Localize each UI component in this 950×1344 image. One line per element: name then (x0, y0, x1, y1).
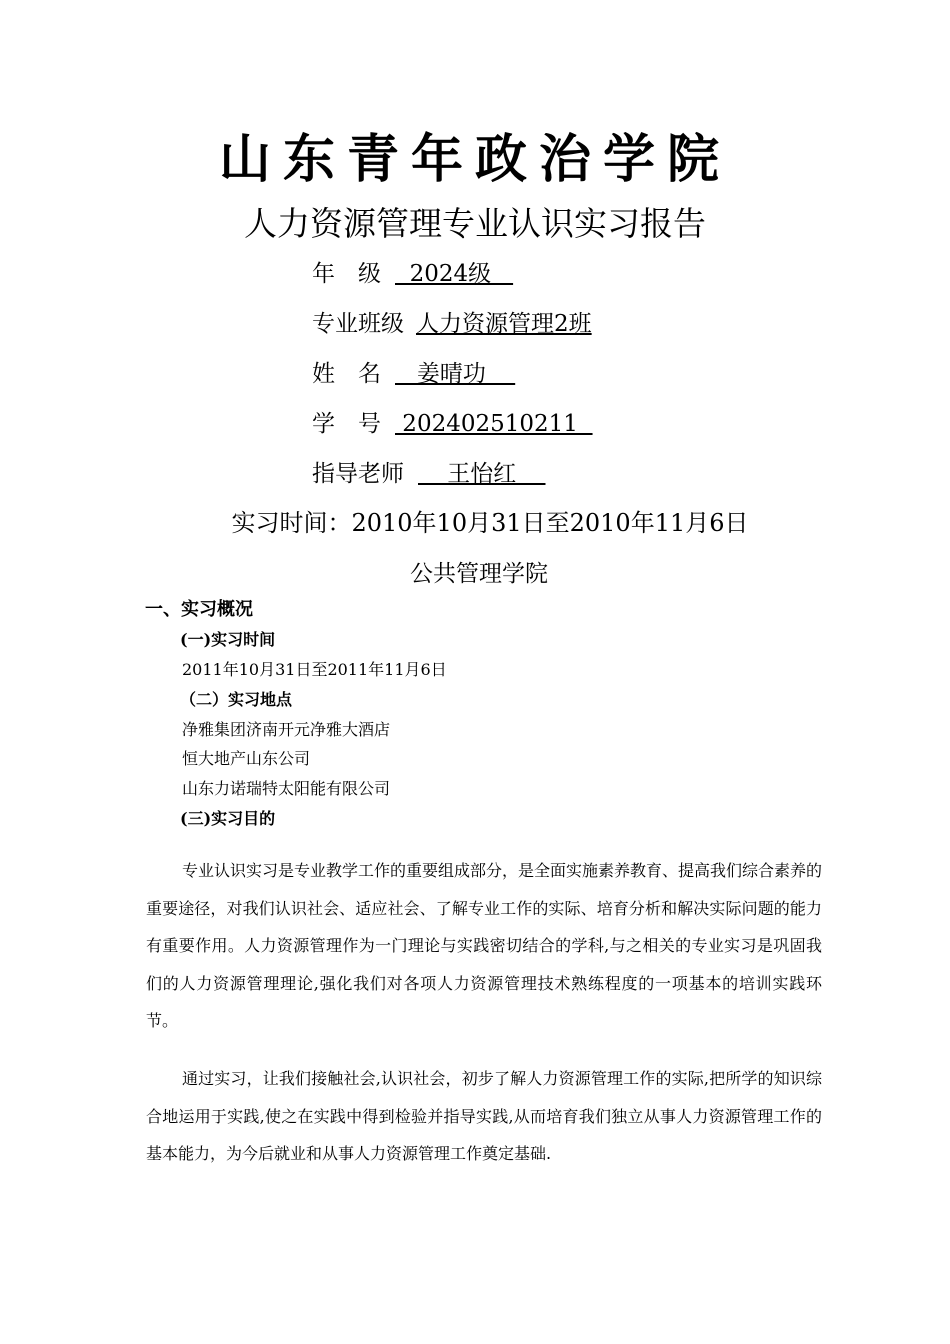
section-heading: 一、实习概况 (145, 599, 253, 620)
purpose-paragraph: 专业认识实习是专业教学工作的重要组成部分，是全面实施素养教育、提高我们综合素养的重要途径，对我们认识社会、适应社会、了解专业工作的实际、培育分析和解决实际问题的能力有重要作用。人力资源管理作为一门理论与实践密切结合的学科,与之相关的专业实习是巩固我们的人力资源管理理论,强化我们对各项人力资源管理技术熟练程度的一项基本的培训实践环节。 (146, 861, 823, 1030)
purpose-paragraph: 通过实习，让我们接触社会,认识社会，初步了解人力资源管理工作的实际,把所学的知识综合地运用于实践,使之在实践中得到检验并指导实践,从而培育我们独立从事人力资源管理工作的基本能力，为今后就业和从事人力资源管理工作奠定基础. (146, 1069, 822, 1163)
cover-field-class (312, 308, 592, 340)
location-item: 山东力诺瑞特太阳能有限公司 (182, 779, 391, 798)
field-value: 姜晴功 (395, 361, 516, 387)
subsection-heading-purpose: (三)实习目的 (180, 809, 276, 828)
cover-field-student-id (312, 408, 593, 440)
school-name: 山东青年政治学院 (218, 129, 731, 190)
cover-field-grade (312, 258, 513, 290)
field-value: 202402510211 (395, 411, 593, 437)
field-value: 2024级 (395, 261, 514, 287)
cover-field-advisor (312, 458, 546, 490)
report-title: 人力资源管理专业认识实习报告 (244, 204, 706, 243)
cover-field-name (312, 358, 515, 390)
field-label: 姓 名 (312, 361, 381, 387)
location-item: 净雅集团济南开元净雅大酒店 (182, 720, 391, 739)
college-name: 公共管理学院 (410, 561, 548, 587)
field-value: 人力资源管理2班 (416, 311, 592, 337)
subsection-heading-location: （二）实习地点 (180, 690, 293, 709)
internship-dates: 2011年10月31日至2011年11月6日 (182, 660, 447, 679)
internship-period: 实习时间：2010年10月31日至2010年11月6日 (231, 509, 749, 537)
subsection-heading-time: (一)实习时间 (180, 630, 276, 649)
location-item: 恒大地产山东公司 (182, 749, 311, 768)
field-label: 年 级 (312, 261, 381, 287)
field-label: 专业班级 (312, 311, 404, 337)
field-label: 指导老师 (312, 461, 404, 487)
field-value: 王怡红 (418, 461, 546, 487)
field-label: 学 号 (312, 411, 381, 437)
